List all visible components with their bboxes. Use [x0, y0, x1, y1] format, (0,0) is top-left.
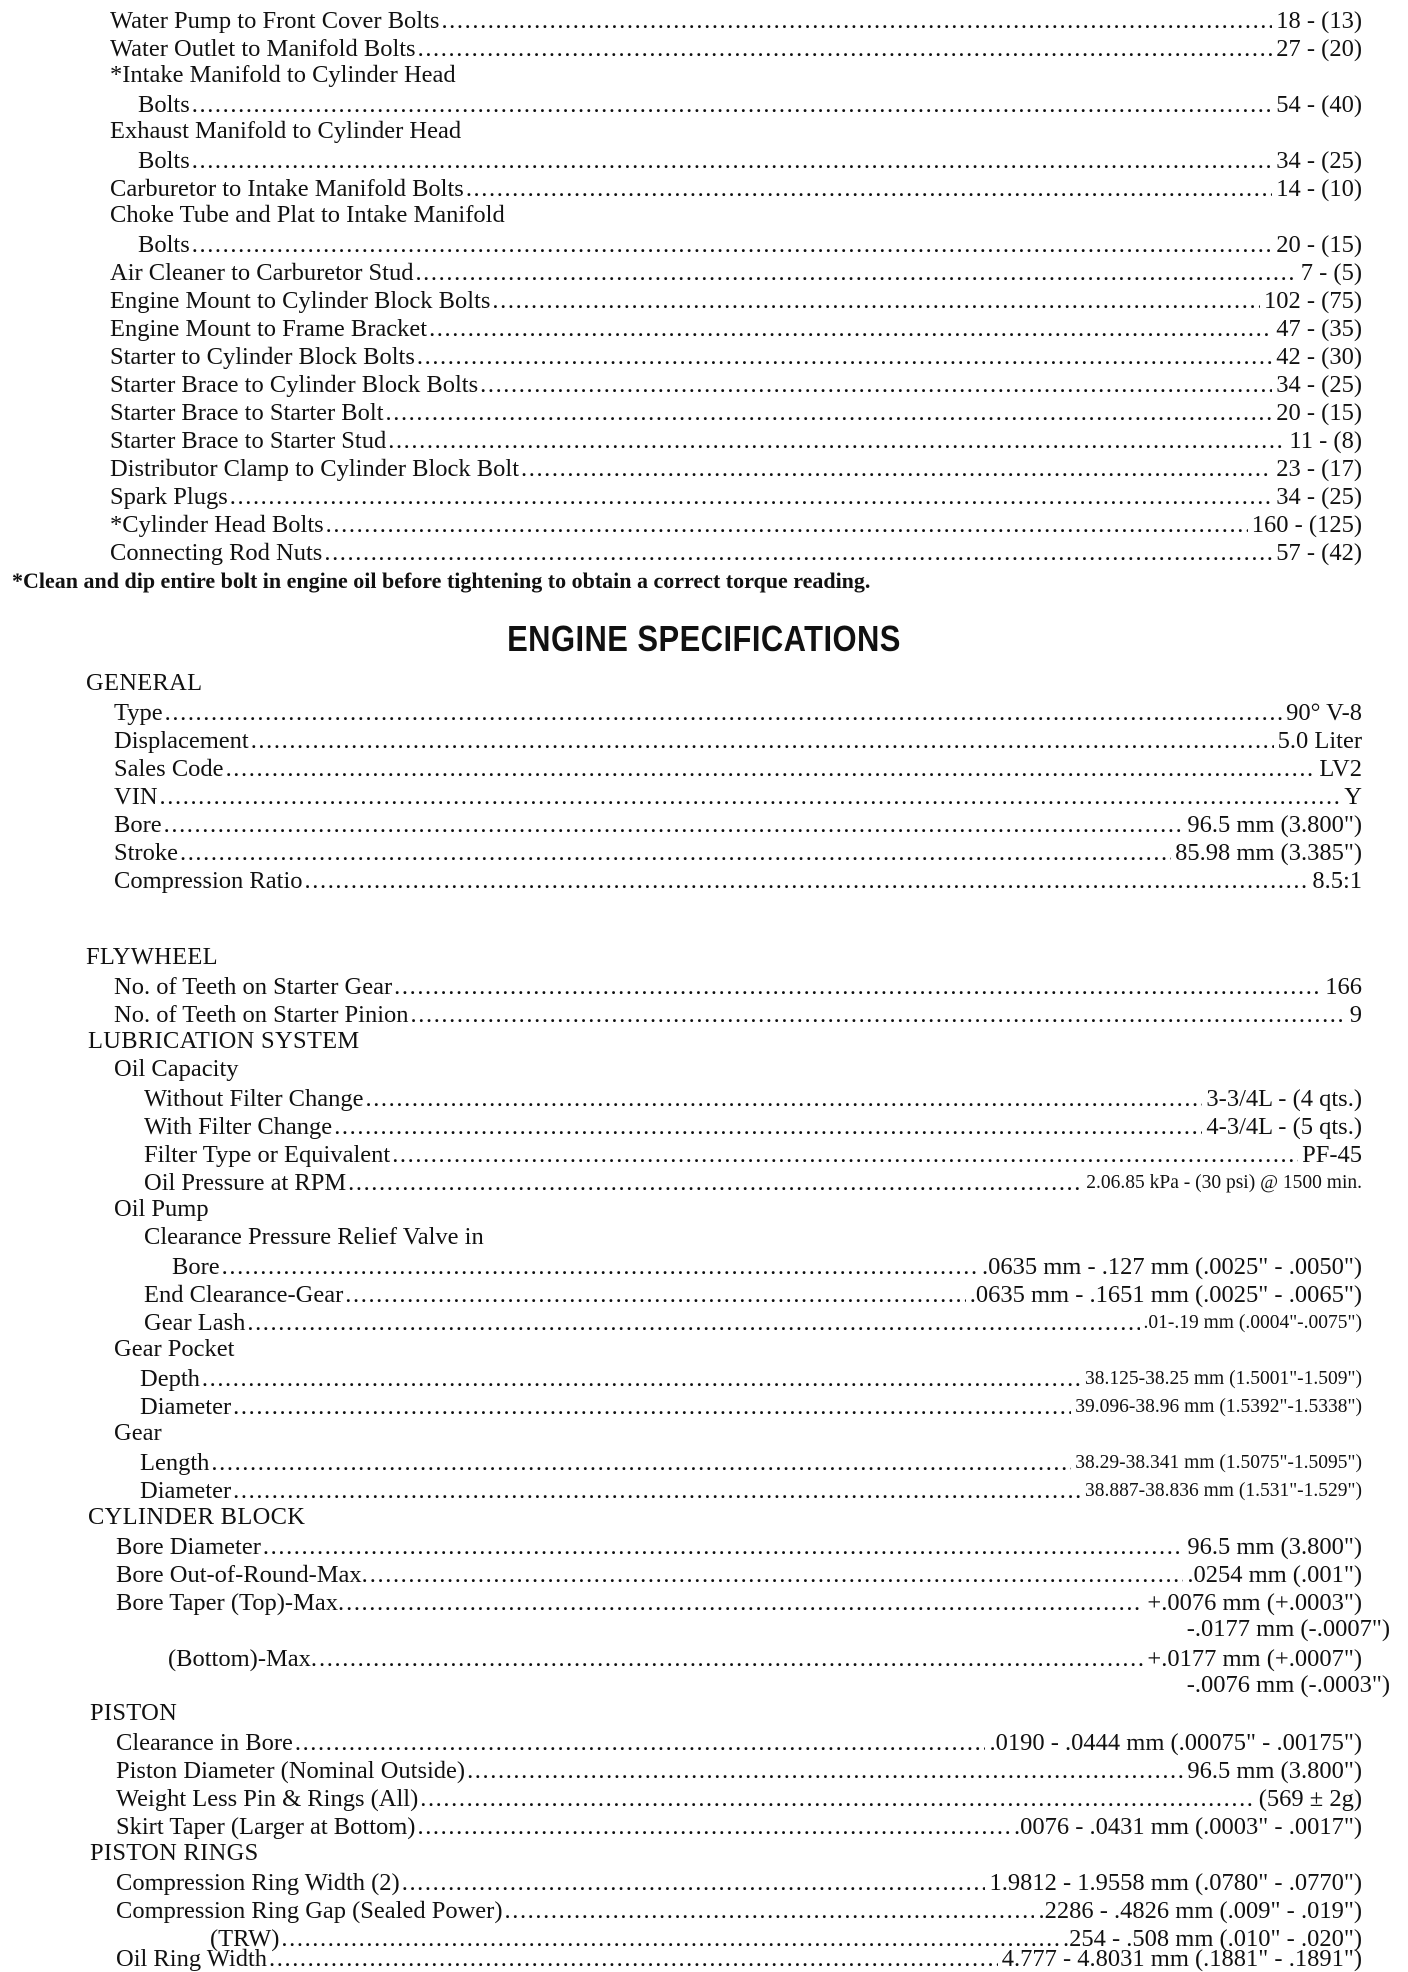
- row-label: Starter Brace to Starter Bolt: [110, 399, 384, 426]
- torque-row: [0, 90, 1380, 118]
- row-value: 39.096-38.96 mm (1.5392"-1.5338"): [1075, 1396, 1362, 1417]
- spec-row: [0, 972, 1380, 1000]
- row-label: (Bottom)-Max.: [168, 1645, 318, 1672]
- row-value: .2286 - .4826 mm (.009" - .019"): [1038, 1897, 1362, 1924]
- leader-dots: [160, 784, 1341, 810]
- leader-dots: [202, 1366, 1081, 1392]
- row-value: 7 - (5): [1300, 259, 1362, 286]
- leader-dots: [211, 1450, 1071, 1476]
- leader-dots: [230, 484, 1273, 510]
- row-label: Compression Ratio: [114, 867, 303, 894]
- row-label: (TRW): [210, 1925, 280, 1952]
- row-label: Piston Diameter (Nominal Outside): [116, 1757, 466, 1784]
- row-label: Filter Type or Equivalent: [144, 1141, 391, 1168]
- leader-dots: [269, 1946, 998, 1972]
- row-value: 9: [1349, 1001, 1362, 1028]
- leader-dots: [386, 400, 1273, 426]
- row-value: .0635 mm - .1651 mm (.0025" - .0065"): [969, 1281, 1362, 1308]
- row-value: 90° V-8: [1286, 699, 1362, 726]
- torque-row: [0, 538, 1380, 566]
- spec-row: [0, 1944, 1380, 1972]
- row-value: +.0177 mm (+.0007"): [1147, 1645, 1362, 1672]
- leader-dots: [226, 756, 1316, 782]
- torque-row: [0, 258, 1380, 286]
- row-value: 96.5 mm (3.800"): [1187, 1533, 1362, 1560]
- leader-dots: [164, 812, 1184, 838]
- row-label: No. of Teeth on Starter Pinion: [114, 1001, 409, 1028]
- row-value: 42 - (30): [1276, 343, 1362, 370]
- row-value: PF-45: [1302, 1141, 1362, 1168]
- footnote: *Clean and dip entire bolt in engine oil before tightening to obtain a correct torque reading.: [12, 568, 871, 593]
- section-header: LUBRICATION SYSTEM: [88, 1027, 360, 1054]
- row-value: 160 - (125): [1251, 511, 1362, 538]
- leader-dots: [521, 456, 1272, 482]
- row-value: -.0177 mm (-.0007"): [1186, 1615, 1390, 1642]
- torque-row: [0, 482, 1380, 510]
- row-label: Bolts: [138, 231, 190, 258]
- torque-row: [0, 146, 1380, 174]
- row-label: Displacement: [114, 727, 249, 754]
- row-label: Bore: [114, 811, 162, 838]
- row-label: Water Outlet to Manifold Bolts: [110, 35, 416, 62]
- spec-row: [0, 810, 1380, 838]
- row-label: Oil Pressure at RPM: [144, 1169, 347, 1196]
- spec-row: [0, 1812, 1380, 1840]
- row-label: Starter to Cylinder Block Bolts: [110, 343, 415, 370]
- spec-row: [0, 754, 1380, 782]
- row-label: Water Pump to Front Cover Bolts: [110, 7, 440, 34]
- spec-row: [0, 1476, 1380, 1504]
- leader-dots: [326, 512, 1248, 538]
- leader-dots: [165, 700, 1283, 726]
- row-value: 96.5 mm (3.800"): [1187, 1757, 1362, 1784]
- torque-row: [0, 230, 1380, 258]
- row-label: Starter Brace to Cylinder Block Bolts: [110, 371, 479, 398]
- row-value: +.0076 mm (+.0003"): [1147, 1589, 1362, 1616]
- spec-row: [0, 1784, 1380, 1812]
- spec-row: [0, 1392, 1380, 1420]
- row-value: .0076 - .0431 mm (.0003" - .0017"): [1013, 1813, 1362, 1840]
- spec-row: [0, 1084, 1380, 1112]
- row-label: With Filter Change: [144, 1113, 333, 1140]
- row-value: 2.06.85 kPa - (30 psi) @ 1500 min.: [1086, 1172, 1362, 1193]
- leader-dots: [420, 1786, 1255, 1812]
- leader-dots: [334, 1114, 1202, 1140]
- leader-dots: [370, 1562, 1184, 1588]
- leader-dots: [348, 1170, 1082, 1196]
- page-title: ENGINE SPECIFICATIONS: [507, 618, 901, 659]
- row-value: 20 - (15): [1276, 231, 1362, 258]
- row-label: Depth: [140, 1365, 200, 1392]
- row-value: 54 - (40): [1276, 91, 1362, 118]
- leader-dots: [247, 1310, 1139, 1336]
- row-label: Air Cleaner to Carburetor Stud: [110, 259, 414, 286]
- row-value: 3-3/4L - (4 qts.): [1206, 1085, 1362, 1112]
- row-label: Gear Lash: [144, 1309, 246, 1336]
- torque-row: [0, 34, 1380, 62]
- row-label: Skirt Taper (Larger at Bottom): [116, 1813, 416, 1840]
- row-label: Exhaust Manifold to Cylinder Head: [110, 117, 462, 144]
- row-label: VIN: [114, 783, 158, 810]
- leader-dots: [505, 1898, 1035, 1924]
- row-label: Carburetor to Intake Manifold Bolts: [110, 175, 464, 202]
- torque-row: [0, 314, 1380, 342]
- spec-row: [0, 1000, 1380, 1028]
- leader-dots: [411, 1002, 1346, 1028]
- leader-dots: [492, 288, 1260, 314]
- spec-row: [0, 726, 1380, 754]
- leader-dots: [429, 316, 1272, 342]
- row-value: 23 - (17): [1276, 455, 1362, 482]
- row-label: Bore Diameter: [116, 1533, 261, 1560]
- row-value: LV2: [1319, 755, 1362, 782]
- subsection-label: Gear: [114, 1419, 162, 1446]
- leader-dots: [418, 36, 1273, 62]
- row-value: 38.887-38.836 mm (1.531"-1.529"): [1085, 1480, 1362, 1501]
- spec-row: [0, 1756, 1380, 1784]
- leader-dots: [233, 1394, 1071, 1420]
- leader-dots: [345, 1282, 965, 1308]
- row-value: 1.9812 - 1.9558 mm (.0780" - .0770"): [989, 1869, 1362, 1896]
- leader-dots: [480, 372, 1272, 398]
- leader-dots: [402, 1870, 986, 1896]
- row-value: .0254 mm (.001"): [1187, 1561, 1362, 1588]
- row-value: 57 - (42): [1276, 539, 1362, 566]
- row-label: Bore: [172, 1253, 220, 1280]
- row-label: Type: [114, 699, 163, 726]
- spec-row: [0, 1560, 1380, 1588]
- row-label: Diameter: [140, 1477, 232, 1504]
- row-label: Length: [140, 1449, 210, 1476]
- row-value: .01-.19 mm (.0004"-.0075"): [1143, 1312, 1362, 1333]
- leader-dots: [192, 148, 1273, 174]
- section-header: GENERAL: [86, 669, 203, 696]
- row-label: *Intake Manifold to Cylinder Head: [110, 61, 456, 88]
- leader-dots: [233, 1478, 1081, 1504]
- row-value: .0635 mm - .127 mm (.0025" - .0050"): [982, 1253, 1362, 1280]
- spec-row: [0, 1448, 1380, 1476]
- leader-dots: [251, 728, 1274, 754]
- row-label: Weight Less Pin & Rings (All): [116, 1785, 419, 1812]
- row-value: .0190 - .0444 mm (.00075" - .00175"): [989, 1729, 1362, 1756]
- subsection-label: Oil Pump: [114, 1195, 209, 1222]
- spec-row: [0, 1140, 1380, 1168]
- row-label: Clearance in Bore: [116, 1729, 293, 1756]
- leader-dots: [222, 1254, 978, 1280]
- row-value: Y: [1344, 783, 1362, 810]
- torque-row: [0, 426, 1380, 454]
- row-value: 14 - (10): [1276, 175, 1362, 202]
- row-label: Bore Out-of-Round-Max.: [116, 1561, 368, 1588]
- row-label: End Clearance-Gear: [144, 1281, 344, 1308]
- row-label: Starter Brace to Starter Stud: [110, 427, 387, 454]
- leader-dots: [388, 428, 1285, 454]
- spec-row: [0, 1644, 1380, 1672]
- spec-row: [0, 838, 1380, 866]
- row-value: 4.777 - 4.8031 mm (.1881" - .1891"): [1001, 1945, 1362, 1972]
- row-value: 38.125-38.25 mm (1.5001"-1.509"): [1085, 1368, 1362, 1389]
- section-header: CYLINDER BLOCK: [88, 1503, 306, 1530]
- leader-dots: [417, 344, 1272, 370]
- row-value: 11 - (8): [1289, 427, 1362, 454]
- row-label: Bolts: [138, 147, 190, 174]
- leader-dots: [417, 1814, 1010, 1840]
- leader-dots: [466, 176, 1272, 202]
- row-value: 34 - (25): [1276, 371, 1362, 398]
- torque-row: [0, 398, 1380, 426]
- row-value: -.0076 mm (-.0003"): [1186, 1671, 1390, 1698]
- subsection-label: Oil Capacity: [114, 1055, 239, 1082]
- torque-row: [0, 6, 1380, 34]
- row-label: Stroke: [114, 839, 178, 866]
- row-label: Engine Mount to Frame Bracket: [110, 315, 428, 342]
- row-label: Bore Taper (Top)-Max.: [116, 1589, 345, 1616]
- row-value: 5.0 Liter: [1277, 727, 1362, 754]
- leader-dots: [295, 1730, 986, 1756]
- section-header: FLYWHEEL: [86, 943, 218, 970]
- spec-row: [0, 1112, 1380, 1140]
- row-value: 20 - (15): [1276, 399, 1362, 426]
- torque-row: [0, 510, 1380, 538]
- leader-dots: [394, 974, 1321, 1000]
- row-label: Compression Ring Gap (Sealed Power): [116, 1897, 503, 1924]
- torque-row: [0, 454, 1380, 482]
- row-label: Without Filter Change: [144, 1085, 364, 1112]
- subsection-label: Gear Pocket: [114, 1335, 235, 1362]
- row-value: 4-3/4L - (5 qts.): [1206, 1113, 1362, 1140]
- row-label: Oil Ring Width: [116, 1945, 268, 1972]
- leader-dots: [324, 540, 1272, 566]
- row-label: Spark Plugs: [110, 483, 228, 510]
- spec-row: [0, 1868, 1380, 1896]
- leader-dots: [415, 260, 1296, 286]
- row-value: 102 - (75): [1264, 287, 1362, 314]
- leader-dots: [192, 92, 1273, 118]
- row-label: Choke Tube and Plat to Intake Manifold: [110, 201, 505, 228]
- spec-row: [0, 698, 1380, 726]
- torque-row: [0, 286, 1380, 314]
- row-value: 47 - (35): [1276, 315, 1362, 342]
- torque-row: [0, 370, 1380, 398]
- spec-row: [0, 1896, 1380, 1924]
- leader-dots: [365, 1086, 1202, 1112]
- row-label: Diameter: [140, 1393, 232, 1420]
- leader-dots: [392, 1142, 1298, 1168]
- torque-row: [0, 342, 1380, 370]
- leader-dots: [346, 1590, 1143, 1616]
- row-value: 38.29-38.341 mm (1.5075"-1.5095"): [1075, 1452, 1362, 1473]
- spec-row: [0, 782, 1380, 810]
- spec-row: [0, 1252, 1380, 1280]
- row-label: Connecting Rod Nuts: [110, 539, 323, 566]
- row-value: 85.98 mm (3.385"): [1175, 839, 1362, 866]
- row-label: No. of Teeth on Starter Gear: [114, 973, 393, 1000]
- leader-dots: [467, 1758, 1183, 1784]
- row-value: 18 - (13): [1276, 7, 1362, 34]
- section-header: PISTON: [90, 1699, 178, 1726]
- row-value: 8.5:1: [1312, 867, 1362, 894]
- leader-dots: [180, 840, 1171, 866]
- row-label: Sales Code: [114, 755, 224, 782]
- spec-row: [0, 1308, 1380, 1336]
- leader-dots: [441, 8, 1272, 34]
- leader-dots: [263, 1534, 1183, 1560]
- spec-row: [0, 866, 1380, 894]
- row-label: Clearance Pressure Relief Valve in: [144, 1223, 484, 1250]
- leader-dots: [192, 232, 1273, 258]
- row-value: 27 - (20): [1276, 35, 1362, 62]
- spec-row: [0, 1280, 1380, 1308]
- spec-row: [0, 1728, 1380, 1756]
- row-value: 34 - (25): [1276, 147, 1362, 174]
- row-label: Bolts: [138, 91, 190, 118]
- spec-row: [0, 1588, 1380, 1616]
- row-value: 96.5 mm (3.800"): [1187, 811, 1362, 838]
- row-value: 34 - (25): [1276, 483, 1362, 510]
- spec-row: [0, 1532, 1380, 1560]
- row-label: Engine Mount to Cylinder Block Bolts: [110, 287, 491, 314]
- spec-row: [0, 1168, 1380, 1196]
- spec-row: [0, 1364, 1380, 1392]
- leader-dots: [319, 1646, 1143, 1672]
- leader-dots: [305, 868, 1309, 894]
- torque-row: [0, 174, 1380, 202]
- section-header: PISTON RINGS: [90, 1839, 259, 1866]
- row-value: (569 ± 2g): [1258, 1785, 1362, 1812]
- row-label: Distributor Clamp to Cylinder Block Bolt: [110, 455, 519, 482]
- row-value: 166: [1325, 973, 1362, 1000]
- row-label: *Cylinder Head Bolts: [110, 511, 324, 538]
- row-value: .254 - .508 mm (.010" - .020"): [1062, 1925, 1362, 1952]
- row-label: Compression Ring Width (2): [116, 1869, 400, 1896]
